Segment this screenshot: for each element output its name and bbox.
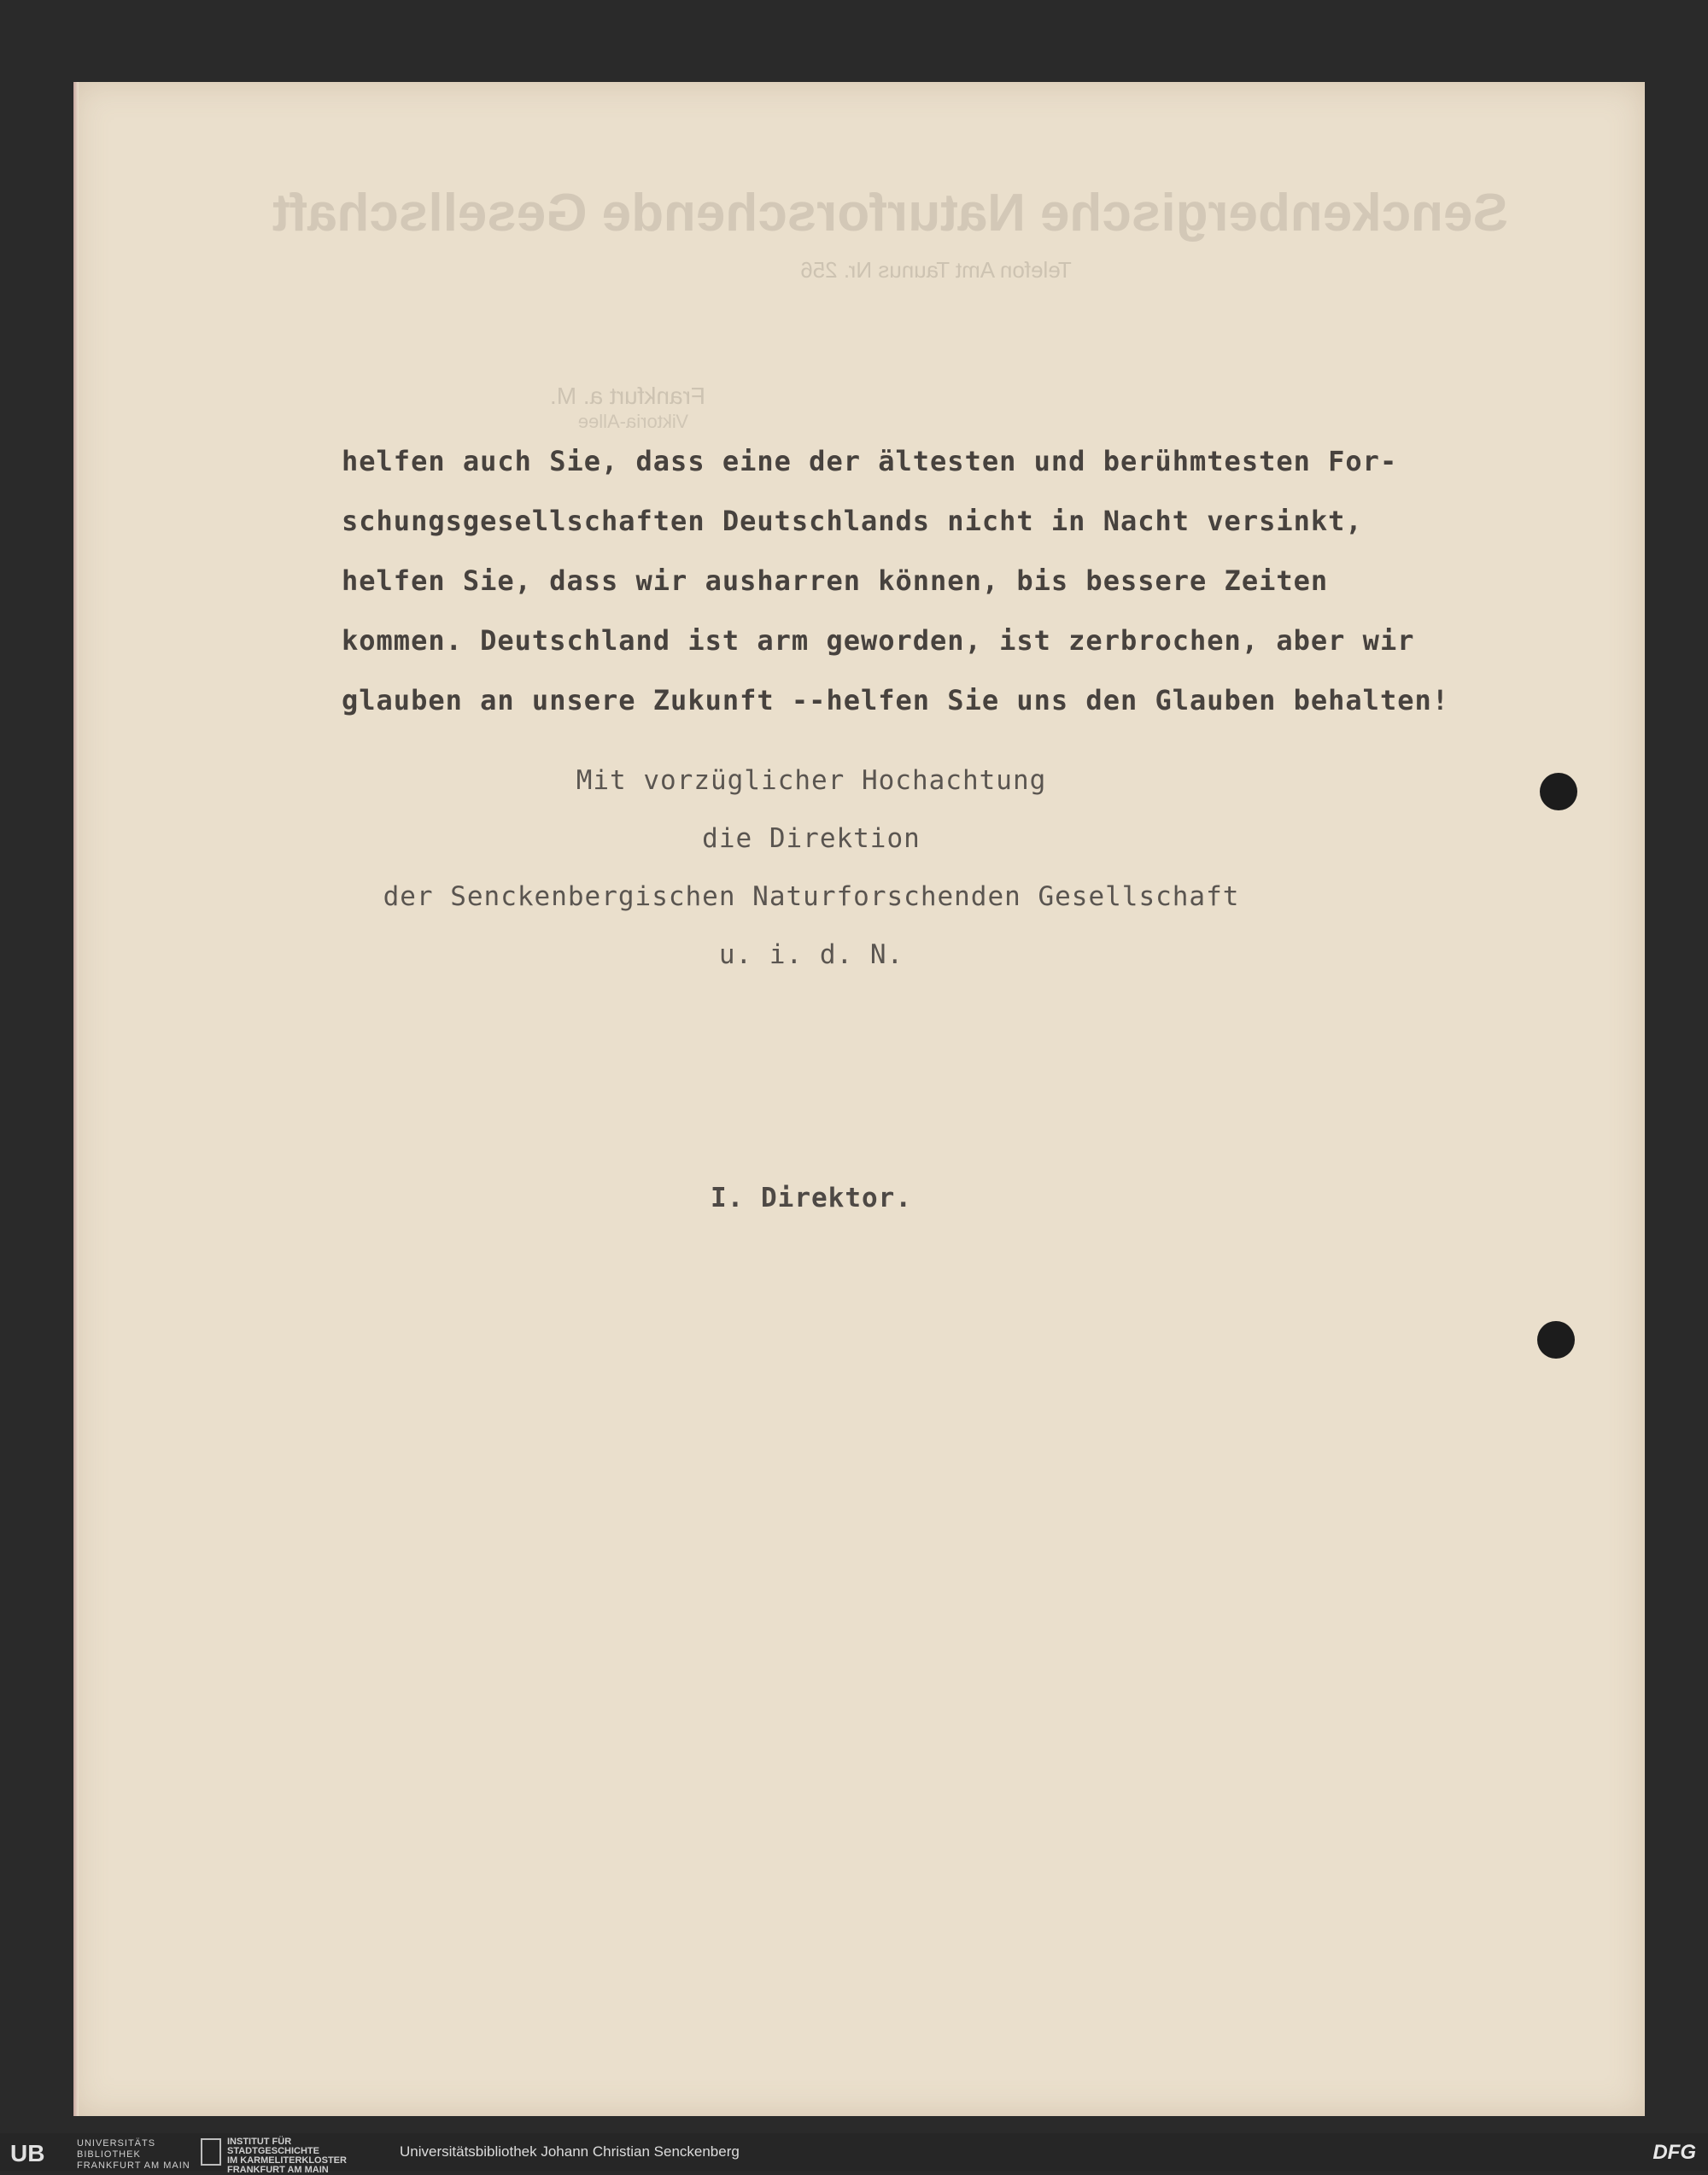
document-page — [73, 82, 1645, 2116]
body-line: helfen auch Sie, dass eine der ältesten und berühmtesten For- — [342, 445, 1398, 477]
ub-name: UNIVERSITÄTS BIBLIOTHEK FRANKFURT AM MAIN — [77, 2138, 190, 2171]
body-line: helfen Sie, dass wir ausharren können, bis bessere Zeiten — [342, 564, 1329, 597]
institute-name[interactable]: INSTITUT FÜR STADTGESCHICHTE IM KARMELITERKLOSTER FRANKFURT AM MAIN — [227, 2137, 347, 2175]
dfg-logo[interactable]: DFG — [1652, 2141, 1696, 2164]
letter-body — [342, 431, 1674, 730]
body-line: schungsgesellschaften Deutschlands nicht in Nacht versinkt, — [342, 505, 1363, 537]
punch-hole — [1537, 1321, 1575, 1359]
body-line: glauben an unsere Zukunft --helfen Sie uns den Glauben behalten! — [342, 684, 1449, 716]
punch-hole — [1540, 773, 1577, 810]
library-credit: Universitätsbibliothek Johann Christian Senckenberg — [400, 2143, 740, 2160]
signature-title: I. Direktor. — [711, 1183, 912, 1213]
closing-line: Mit vorzüglicher Hochachtung — [576, 765, 1047, 796]
body-line: kommen. Deutschland ist arm geworden, ist zerbrochen, aber wir — [342, 624, 1415, 657]
letter-closing — [342, 751, 1281, 984]
ub-logo[interactable]: UB — [10, 2140, 45, 2166]
letterhead-city-show-through: Frankfurt a. M. — [549, 383, 705, 409]
closing-line: u. i. d. N. — [718, 939, 904, 970]
letterhead-phone-show-through: Telefon Amt Taunus Nr. 256 — [800, 257, 1072, 283]
letterhead-street-show-through: Viktoria-Allee — [577, 411, 688, 432]
institute-emblem-icon — [201, 2138, 221, 2166]
letterhead-show-through: Senckenbergische Naturforschende Gesellschaft — [272, 184, 1508, 243]
closing-line: die Direktion — [702, 823, 921, 854]
viewer-footer — [0, 2133, 1708, 2175]
closing-line: der Senckenbergischen Naturforschenden Gesellschaft — [383, 881, 1240, 912]
